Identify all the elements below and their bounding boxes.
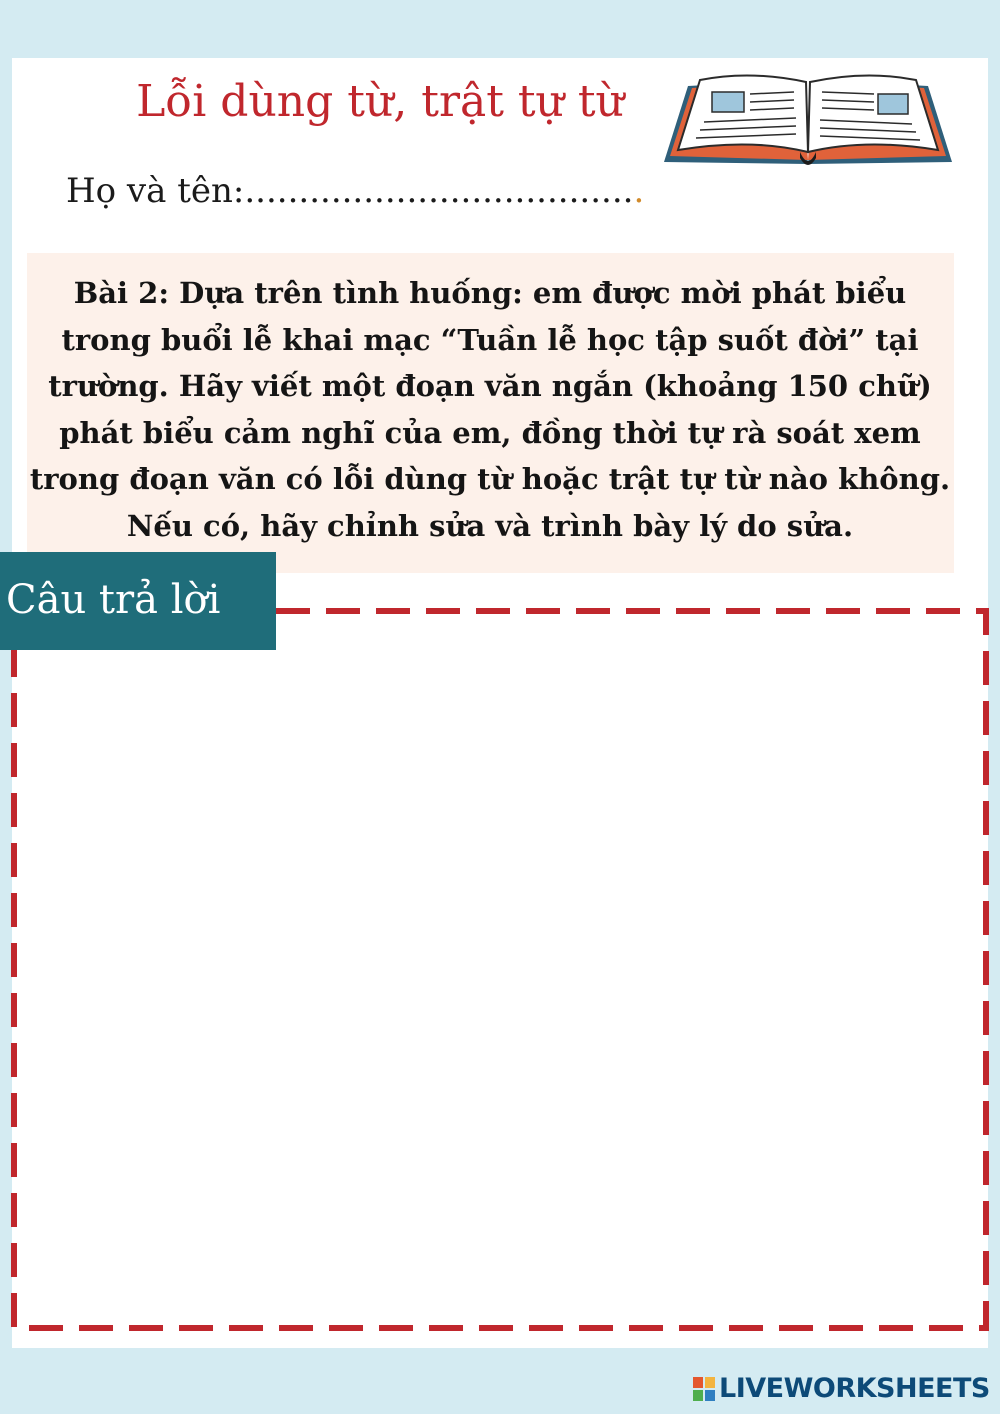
liveworksheets-logo-icon [693, 1377, 715, 1401]
worksheet-title: Lỗi dùng từ, trật tự từ [136, 76, 624, 127]
answer-input[interactable] [18, 655, 984, 1324]
name-dots: .................................... [244, 171, 634, 211]
answer-label: Câu trả lời [0, 552, 276, 650]
watermark-text: LIVEWORKSHEETS [719, 1373, 990, 1404]
liveworksheets-watermark[interactable] [693, 1372, 990, 1406]
name-dot-end: . [633, 171, 645, 211]
task-instructions: Bài 2: Dựa trên tình huống: em được mời phát biểu trong buổi lễ khai mạc “Tuần lễ học tập suốt đời” tại trường. Hãy viết một đoạn văn ngắn (khoảng 150 chữ) phát biểu cảm nghĩ của em, đồng thời tự rà soát xem trong đoạn văn có lỗi dùng từ hoặc trật tự từ nào không. Nếu có, hãy chỉnh sửa và trình bày lý do sửa. [29, 276, 951, 543]
open-book-icon [660, 66, 956, 170]
student-name-line [66, 166, 666, 216]
name-label: Họ và tên: [66, 171, 245, 211]
